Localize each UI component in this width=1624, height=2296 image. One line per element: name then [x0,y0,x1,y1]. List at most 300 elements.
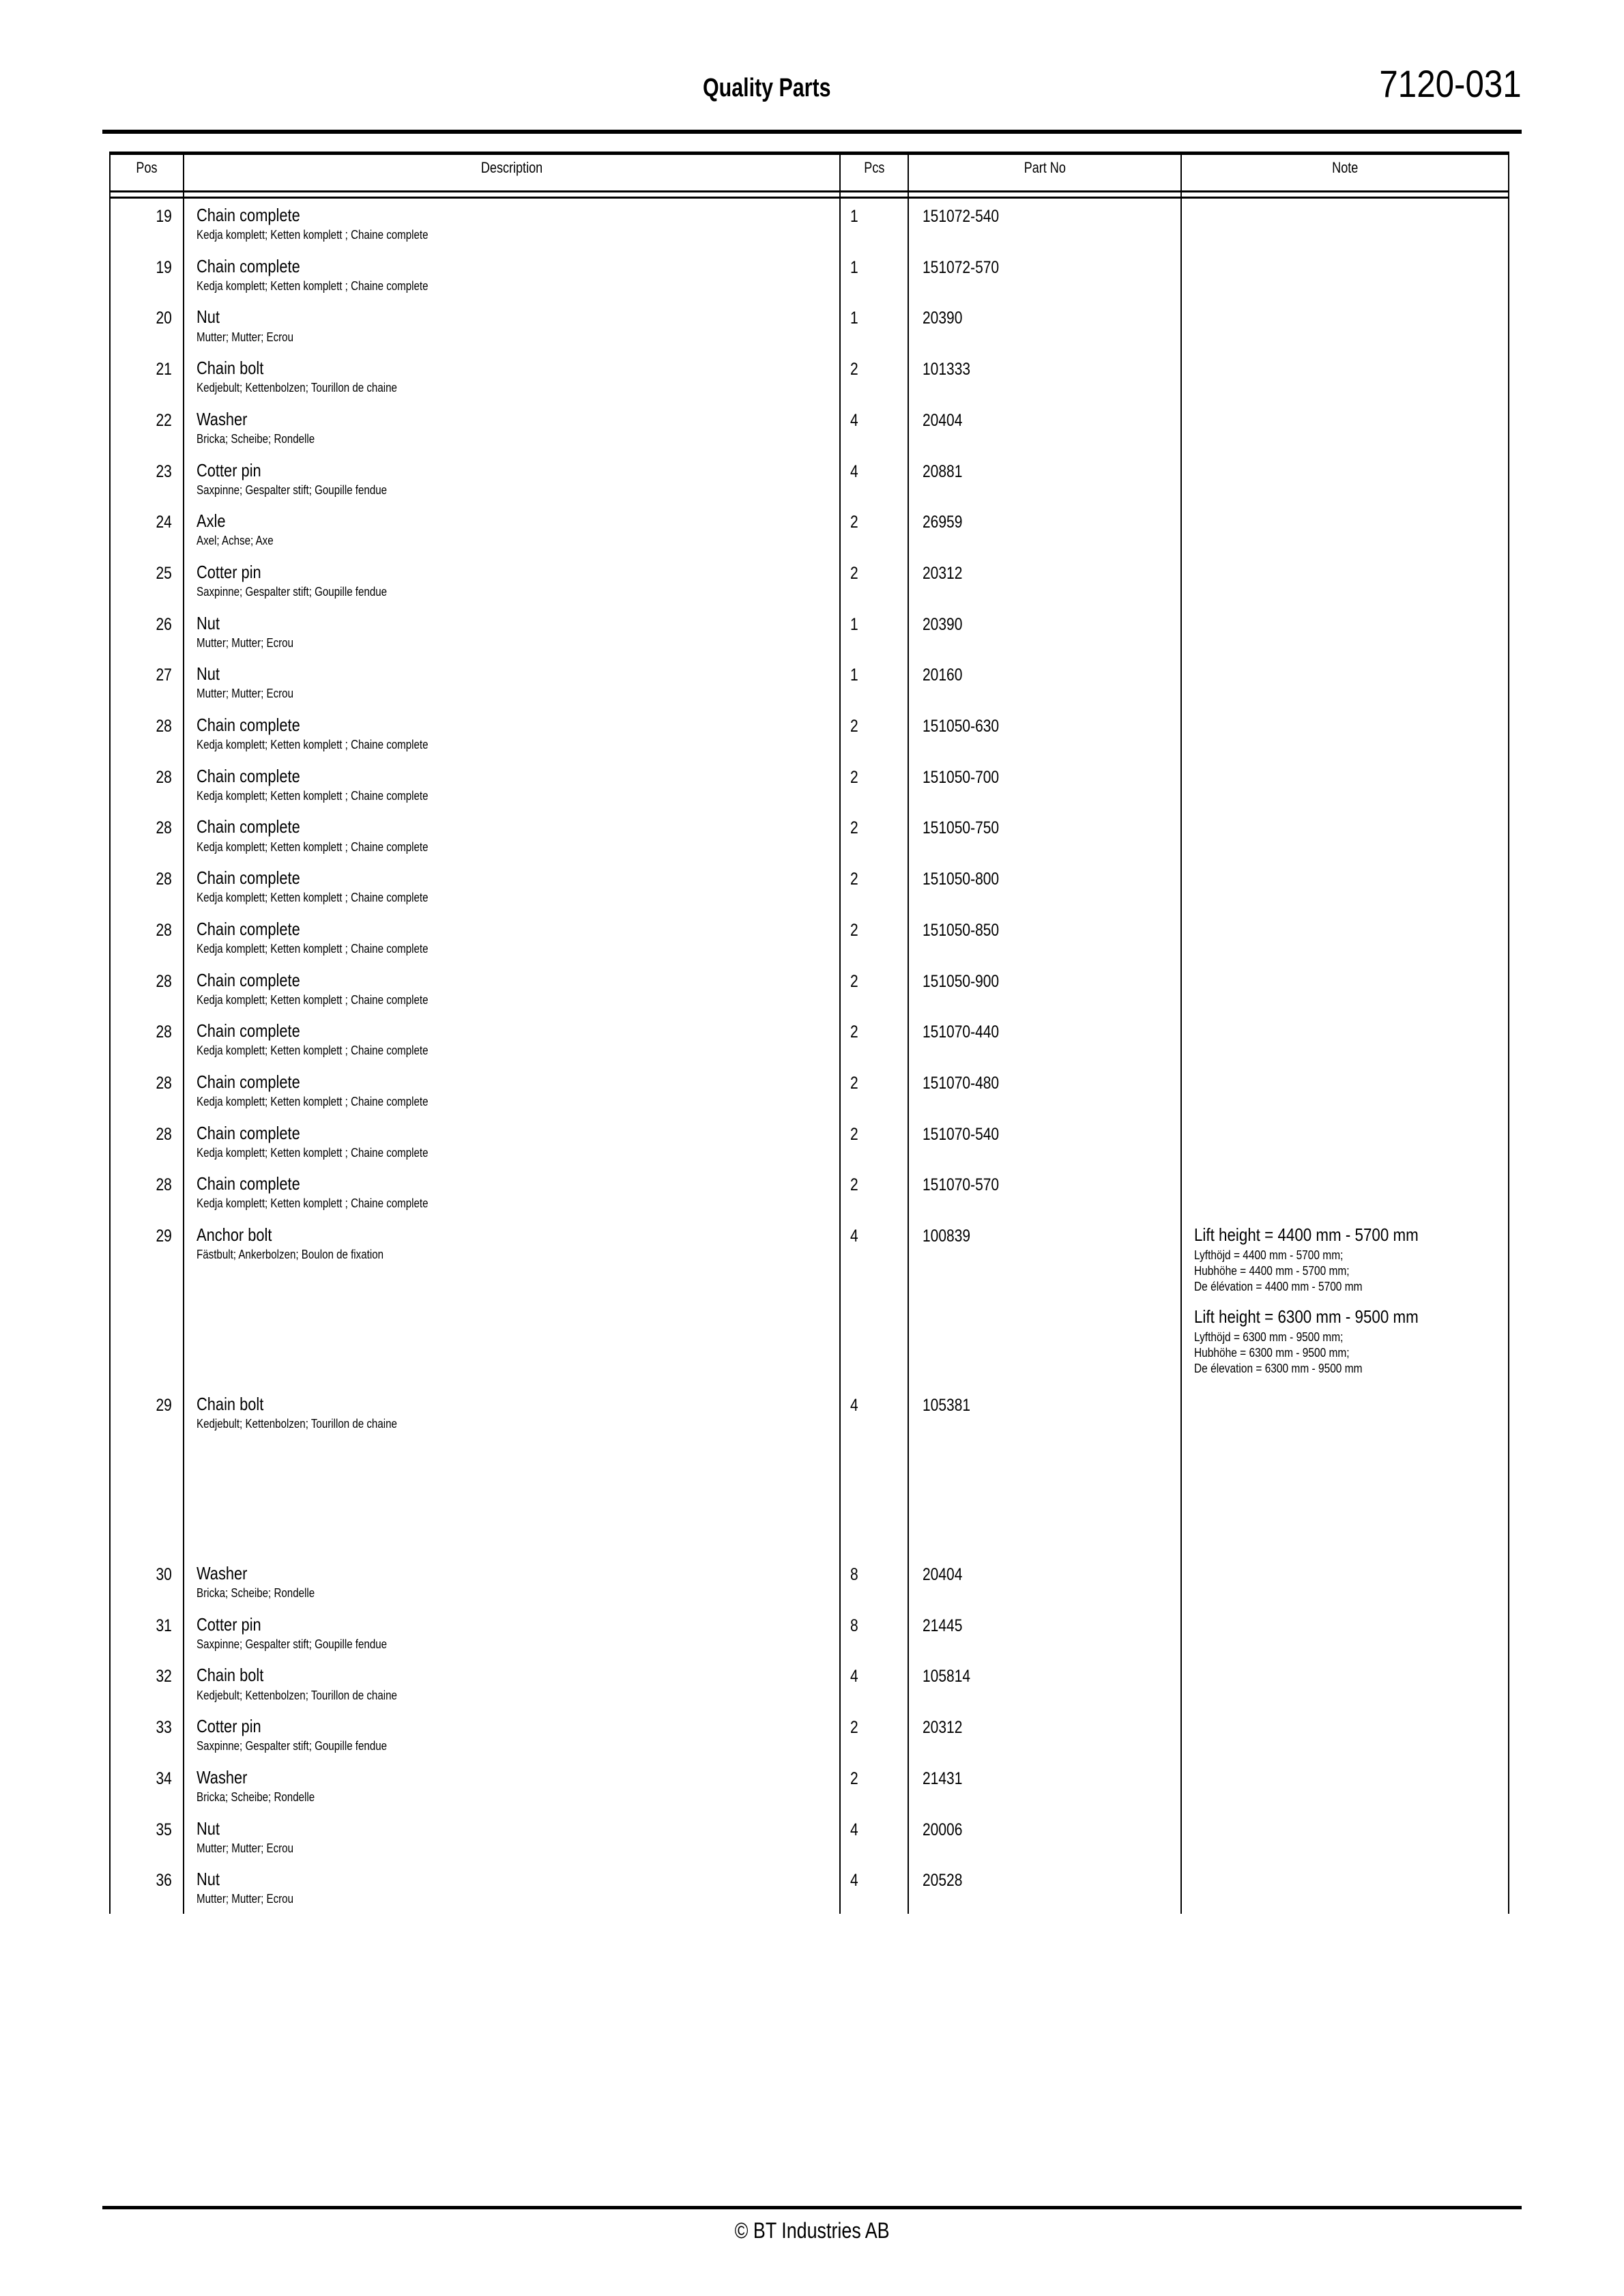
cell-pcs [840,1014,908,1065]
description-translations-text: Mutter; Mutter; Ecrou [197,635,294,650]
cell-pcs [840,1388,908,1557]
description-title-text: Cotter pin [197,459,261,480]
cell-note [1181,198,1509,301]
description-translations-text: Kedja komplett; Ketten komplett ; Chaine complete [197,278,429,293]
cell-pos [110,913,184,964]
description-translations [197,432,839,447]
description-title [197,1665,839,1685]
description-title [197,919,839,939]
cell-description [184,1065,840,1117]
cell-part-no [908,454,1181,505]
table-row [110,300,1509,351]
cell-pos [110,250,184,301]
part-no-value: 151070-540 [923,1124,1000,1144]
description-title-text: Cotter pin [197,1716,261,1737]
cell-description [184,1218,840,1388]
part-no-value: 20404 [923,410,963,430]
part-no-value: 151072-540 [923,207,1000,226]
parts-table-head [110,154,1509,198]
description-translations [197,1739,839,1754]
column-header-pcs-label: Pcs [863,159,885,176]
cell-description [184,300,840,351]
part-no-value: 20390 [923,614,963,634]
cell-description [184,403,840,454]
description-title [197,562,839,582]
header-rule-cell [840,192,908,198]
part-no-value: 101333 [923,360,971,379]
pcs-value: 4 [850,1396,858,1416]
pcs-value: 4 [850,1871,858,1891]
description-translations-text: Saxpinne; Gespalter stift; Goupille fendue [197,1739,388,1753]
part-no-value: 20404 [923,1565,963,1585]
cell-note [1181,1608,1509,1761]
part-no-value: 151050-850 [923,920,1000,940]
cell-description [184,1710,840,1761]
pos-value: 30 [156,1565,172,1585]
cell-pcs [840,1710,908,1761]
description-title-text: Chain complete [197,816,300,837]
description-translations [197,891,839,906]
description-translations [197,1248,839,1263]
description-title [197,1072,839,1092]
cell-description [184,657,840,708]
description-title-text: Chain complete [197,1020,300,1042]
description-title-text: Nut [197,1869,220,1890]
note-block [1194,1225,1501,1295]
description-title [197,664,839,684]
description-translations [197,279,839,294]
description-title [197,1615,839,1635]
parts-table-header-row [110,154,1509,192]
cell-pos [110,1863,184,1914]
cell-part-no [908,504,1181,556]
part-no-value: 20390 [923,308,963,328]
cell-description [184,1167,840,1218]
parts-table [109,152,1509,1914]
pos-value: 23 [156,461,172,481]
cell-pos [110,556,184,607]
pos-value: 28 [156,818,172,838]
description-translations-text: Saxpinne; Gespalter stift; Goupille fendue [197,585,388,599]
pos-value: 36 [156,1871,172,1891]
pos-value: 19 [156,207,172,226]
note-translation-line: Hubhöhe = 6300 mm - 9500 mm; [1194,1346,1350,1360]
cell-pos [110,708,184,760]
cell-pos [110,1608,184,1659]
pos-value: 28 [156,1073,172,1093]
column-header-pos [110,154,184,192]
description-translations [197,738,839,753]
description-title [197,1123,839,1143]
description-title [197,1869,839,1889]
description-title [197,511,839,531]
description-title-text: Chain complete [197,205,300,225]
description-title [197,307,839,327]
cell-part-no [908,1608,1181,1659]
table-row [110,913,1509,964]
pos-value: 31 [156,1616,172,1635]
cell-description [184,861,840,913]
description-translations-text: Kedja komplett; Ketten komplett ; Chaine complete [197,1044,429,1058]
description-title [197,1225,839,1245]
pcs-value: 1 [850,665,858,685]
cell-description [184,1863,840,1914]
cell-description [184,1761,840,1812]
description-title-text: Nut [197,663,220,685]
cell-pos [110,403,184,454]
cell-description [184,607,840,658]
description-translations-text: Fästbult; Ankerbolzen; Boulon de fixation [197,1248,384,1262]
description-translations [197,1586,839,1601]
table-row [110,760,1509,811]
note-translation-line: De élévation = 4400 mm - 5700 mm [1194,1280,1363,1294]
pcs-value: 8 [850,1616,858,1635]
cell-part-no [908,607,1181,658]
description-title [197,1717,839,1736]
description-translations [197,1196,839,1211]
description-title-text: Chain complete [197,1071,300,1092]
part-no-value: 26959 [923,513,963,532]
cell-part-no [908,1218,1181,1388]
pcs-value: 2 [850,1022,858,1042]
cell-description [184,504,840,556]
column-header-note [1181,154,1509,192]
description-translations [197,1417,839,1432]
cell-pos [110,1065,184,1117]
cell-pcs [840,250,908,301]
pcs-value: 2 [850,1175,858,1195]
header-rule-cell [110,192,184,198]
pos-value: 28 [156,1022,172,1042]
table-row [110,1608,1509,1659]
description-title-text: Chain bolt [197,1665,264,1686]
cell-part-no [908,1065,1181,1117]
description-translations [197,381,839,396]
part-no-value: 151050-630 [923,717,1000,736]
description-translations-text: Mutter; Mutter; Ecrou [197,1841,294,1855]
description-translations-text: Mutter; Mutter; Ecrou [197,1892,294,1906]
pos-value: 20 [156,308,172,328]
cell-part-no [908,964,1181,1015]
cell-pcs [840,760,908,811]
pos-value: 28 [156,870,172,889]
cell-pcs [840,1659,908,1710]
description-translations [197,228,839,243]
cell-pcs [840,198,908,250]
description-translations-text: Kedja komplett; Ketten komplett ; Chaine complete [197,1145,429,1160]
cell-pcs [840,454,908,505]
table-row [110,454,1509,505]
cell-pcs [840,657,908,708]
footer-copyright [0,2218,1624,2243]
cell-pcs [840,1117,908,1168]
description-title-text: Nut [197,306,220,328]
description-title [197,358,839,378]
pcs-value: 2 [850,870,858,889]
description-translations-text: Kedjebult; Kettenbolzen; Tourillon de chaine [197,1417,397,1431]
cell-description [184,810,840,861]
cell-pcs [840,300,908,351]
description-title [197,971,839,990]
description-title [197,614,839,633]
footer-divider [102,2206,1522,2209]
note-heading-text: Lift height = 4400 mm - 5700 mm [1194,1224,1419,1246]
cell-part-no [908,300,1181,351]
cell-part-no [908,1863,1181,1914]
cell-part-no [908,1167,1181,1218]
page-title [703,74,831,103]
note-heading [1194,1225,1501,1245]
page-header [102,61,1522,130]
cell-part-no [908,708,1181,760]
pos-value: 21 [156,360,172,379]
cell-pos [110,760,184,811]
description-title-text: Chain complete [197,1173,300,1194]
header-rule-cell [908,192,1181,198]
cell-note [1181,454,1509,607]
pos-value: 24 [156,513,172,532]
pcs-value: 1 [850,207,858,226]
description-translations-text: Bricka; Scheibe; Rondelle [197,1790,315,1804]
column-header-description-label: Description [480,159,543,176]
part-no-value: 20312 [923,563,963,583]
description-translations-text: Kedja komplett; Ketten komplett ; Chaine complete [197,941,429,956]
description-title [197,461,839,480]
cell-pcs [840,1608,908,1659]
description-title [197,410,839,429]
document-number [1380,61,1522,106]
cell-pos [110,810,184,861]
cell-note [1181,300,1509,453]
cell-pos [110,1557,184,1608]
part-no-value: 105381 [923,1396,971,1416]
description-title-text: Washer [197,1766,248,1788]
description-title-text: Chain bolt [197,358,264,379]
cell-pcs [840,1761,908,1812]
description-title [197,715,839,735]
column-header-note-label: Note [1331,159,1359,176]
description-title [197,1174,839,1194]
description-translations-text: Saxpinne; Gespalter stift; Goupille fendue [197,483,388,497]
note-heading [1194,1307,1501,1327]
cell-pos [110,1014,184,1065]
description-translations [197,1689,839,1704]
table-row [110,1761,1509,1812]
cell-pos [110,1710,184,1761]
pcs-value: 2 [850,920,858,940]
cell-description [184,708,840,760]
description-translations-text: Bricka; Scheibe; Rondelle [197,1586,315,1601]
cell-note [1181,607,1509,760]
table-row [110,1065,1509,1117]
description-title [197,205,839,225]
cell-pcs [840,861,908,913]
cell-pos [110,607,184,658]
cell-pcs [840,504,908,556]
note-block [1194,1307,1501,1377]
cell-pos [110,351,184,403]
part-no-value: 151050-700 [923,767,1000,787]
cell-description [184,1388,840,1557]
pos-value: 29 [156,1226,172,1246]
header-rule-cell [184,192,840,198]
cell-pos [110,1761,184,1812]
header-rule-cell [1181,192,1509,198]
description-title-text: Washer [197,408,248,429]
cell-pcs [840,1167,908,1218]
cell-note [1181,1761,1509,1914]
cell-note [1181,913,1509,1065]
description-title [197,868,839,888]
cell-note [1181,760,1509,913]
cell-pos [110,861,184,913]
description-title [197,1021,839,1041]
part-no-value: 151050-800 [923,870,1000,889]
description-translations-text: Kedjebult; Kettenbolzen; Tourillon de chaine [197,1688,397,1702]
pcs-value: 4 [850,410,858,430]
cell-pcs [840,607,908,658]
part-no-value: 151050-900 [923,971,1000,991]
pcs-value: 1 [850,614,858,634]
column-header-pos-label: Pos [136,159,158,176]
cell-pcs [840,1557,908,1608]
cell-note [1181,1065,1509,1218]
pos-value: 28 [156,717,172,736]
cell-description [184,1659,840,1710]
part-no-value: 20528 [923,1871,963,1891]
cell-pcs [840,403,908,454]
description-translations-text: Bricka; Scheibe; Rondelle [197,431,315,446]
cell-part-no [908,1014,1181,1065]
cell-pcs [840,1218,908,1388]
description-translations [197,483,839,498]
document-number-text: 7120-031 [1379,62,1522,105]
pos-value: 28 [156,1124,172,1144]
cell-description [184,760,840,811]
cell-part-no [908,1557,1181,1608]
note-translation-line: De élevation = 6300 mm - 9500 mm [1194,1362,1363,1376]
cell-pos [110,1659,184,1710]
cell-pos [110,300,184,351]
pcs-value: 4 [850,1226,858,1246]
page-title-text: Quality Parts [703,74,831,102]
part-no-value: 20006 [923,1820,963,1839]
pcs-value: 2 [850,767,858,787]
part-no-value: 151070-570 [923,1175,1000,1195]
pos-value: 33 [156,1718,172,1738]
cell-pcs [840,708,908,760]
cell-part-no [908,1710,1181,1761]
cell-part-no [908,403,1181,454]
description-title [197,1394,839,1414]
description-title [197,817,839,837]
description-title-text: Chain bolt [197,1394,264,1415]
part-no-value: 100839 [923,1226,971,1246]
description-translations [197,687,839,702]
pos-value: 32 [156,1667,172,1687]
cell-pos [110,1117,184,1168]
pcs-value: 2 [850,818,858,838]
description-translations [197,585,839,600]
description-title-text: Chain complete [197,918,300,939]
cell-part-no [908,198,1181,250]
cell-description [184,964,840,1015]
footer-copyright-text: © BT Industries AB [734,2218,890,2243]
cell-pos [110,1218,184,1388]
cell-pcs [840,1863,908,1914]
note-translation-line: Lyfthöjd = 6300 mm - 9500 mm; [1194,1330,1344,1345]
cell-part-no [908,351,1181,403]
cell-part-no [908,861,1181,913]
description-translations-text: Kedja komplett; Ketten komplett ; Chaine complete [197,992,429,1007]
note-translations [1194,1248,1501,1295]
pos-value: 34 [156,1768,172,1788]
cell-pos [110,657,184,708]
cell-part-no [908,1812,1181,1863]
cell-pos [110,1167,184,1218]
description-translations-text: Kedja komplett; Ketten komplett ; Chaine complete [197,1196,429,1211]
description-translations [197,330,839,345]
pcs-value: 8 [850,1565,858,1585]
description-translations [197,534,839,549]
description-title-text: Chain complete [197,969,300,990]
column-header-pcs [840,154,908,192]
note-translation-line: Hubhöhe = 4400 mm - 5700 mm; [1194,1264,1350,1278]
cell-part-no [908,556,1181,607]
cell-description [184,1117,840,1168]
cell-description [184,1557,840,1608]
table-row [110,607,1509,658]
column-header-part-no [908,154,1181,192]
cell-pcs [840,964,908,1015]
note-translation-line: Lyfthöjd = 4400 mm - 5700 mm; [1194,1248,1344,1263]
pcs-value: 1 [850,257,858,277]
cell-part-no [908,1659,1181,1710]
description-translations-text: Kedja komplett; Ketten komplett ; Chaine complete [197,788,429,803]
description-title-text: Nut [197,612,220,633]
cell-pos [110,964,184,1015]
description-translations [197,1790,839,1805]
pos-value: 25 [156,563,172,583]
description-translations-text: Mutter; Mutter; Ecrou [197,330,294,344]
cell-note [1181,1218,1509,1608]
cell-pcs [840,1812,908,1863]
cell-part-no [908,760,1181,811]
description-title [197,1564,839,1583]
cell-pcs [840,913,908,964]
description-title [197,1819,839,1839]
description-title-text: Chain complete [197,765,300,786]
table-row [110,1218,1509,1388]
description-translations [197,840,839,855]
description-title-text: Chain complete [197,867,300,889]
header-divider [102,130,1522,134]
pcs-value: 2 [850,1718,858,1738]
description-translations [197,1146,839,1161]
description-translations [197,789,839,804]
pos-value: 28 [156,767,172,787]
pcs-value: 4 [850,1820,858,1839]
pcs-value: 2 [850,717,858,736]
cell-part-no [908,250,1181,301]
cell-description [184,1608,840,1659]
pcs-value: 2 [850,563,858,583]
parts-table-body [110,198,1509,1914]
pcs-value: 4 [850,1667,858,1687]
description-translations [197,1841,839,1856]
description-translations-text: Kedja komplett; Ketten komplett ; Chaine complete [197,840,429,854]
pos-value: 28 [156,920,172,940]
